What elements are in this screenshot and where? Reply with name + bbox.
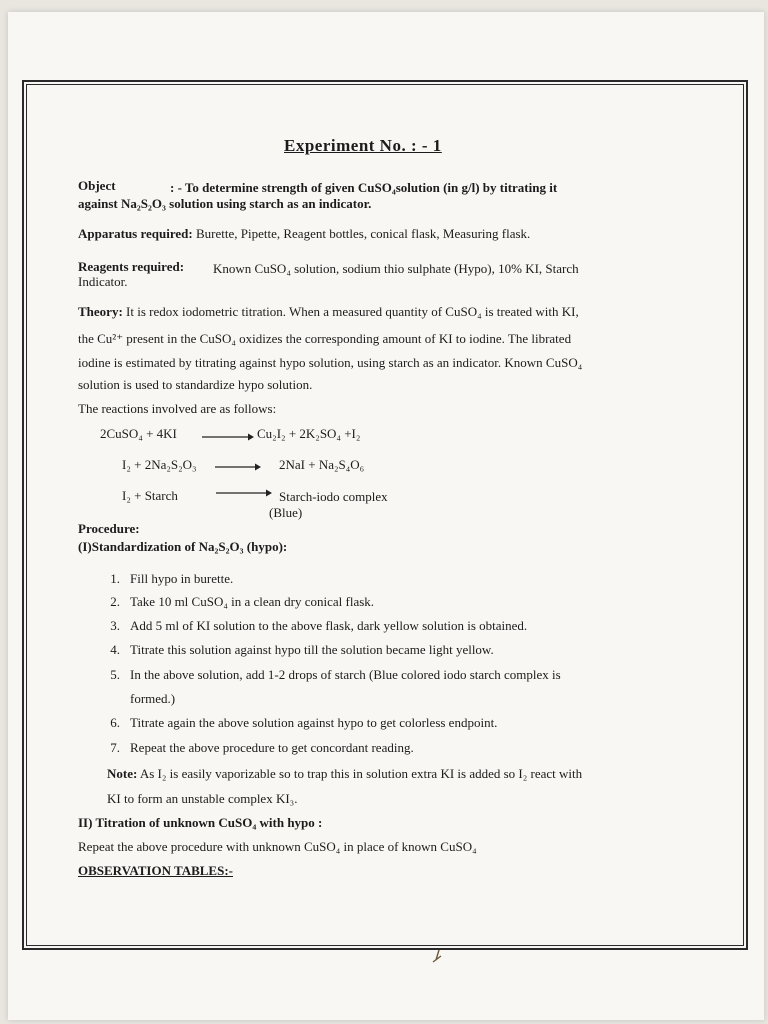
reaction-1-rhs: Cu₂I₂ + 2K₂SO₄ +I₂ xyxy=(257,426,361,441)
procedure-label: Procedure: xyxy=(78,521,140,536)
apparatus-section xyxy=(78,226,530,241)
step-text: Titrate this solution against hypo till the solution became light yellow. xyxy=(130,642,494,657)
step-number: 4. xyxy=(110,642,120,657)
step-text: Repeat the above procedure to get concordant reading. xyxy=(130,740,414,755)
experiment-title: Experiment No. : - 1 xyxy=(284,136,442,155)
reaction-3-note: (Blue) xyxy=(269,505,303,520)
reaction-2-lhs: I₂ + 2Na₂S₂O₃ xyxy=(122,457,197,472)
theory-line-3: iodine is estimated by titrating against hypo solution, using starch as an indicator. Known CuSO₄ xyxy=(78,355,583,370)
observation-tables-title: OBSERVATION TABLES:- xyxy=(78,863,233,878)
pen-mark xyxy=(430,948,444,970)
reaction-1-arrow xyxy=(202,430,254,442)
theory-line-5: The reactions involved are as follows: xyxy=(78,401,277,416)
procedure-part-2-title: II) Titration of unknown CuSO₄ with hypo : xyxy=(78,815,323,830)
step-text-continued: formed.) xyxy=(130,691,176,706)
reaction-1-lhs: 2CuSO₄ + 4KI xyxy=(100,426,177,441)
step-number: 7. xyxy=(110,740,120,755)
reaction-3-arrow xyxy=(216,487,272,499)
reagents-line-1: Known CuSO₄ solution, sodium thio sulphate (Hypo), 10% KI, Starch xyxy=(213,261,579,276)
theory-line-2: the Cu²⁺ present in the CuSO₄ oxidizes the corresponding amount of KI to iodine. The librated xyxy=(78,331,572,346)
reagents-line-2: Indicator. xyxy=(78,274,128,289)
reaction-2-arrow xyxy=(215,460,261,472)
note-line-1: Note: As I₂ is easily vaporizable so to trap this in solution extra KI is added so I₂ react with xyxy=(107,766,583,781)
step-text: Fill hypo in burette. xyxy=(130,571,234,586)
procedure-part-1-title: (I)Standardization of Na₂S₂O₃ (hypo): xyxy=(78,539,288,554)
theory-line-1: Theory: It is redox iodometric titration. When a measured quantity of CuSO₄ is treated with KI, xyxy=(78,304,579,319)
step-number: 6. xyxy=(110,715,120,730)
step-text: Add 5 ml of KI solution to the above flask, dark yellow solution is obtained. xyxy=(130,618,528,633)
reaction-3-lhs: I₂ + Starch xyxy=(122,488,178,503)
step-text: Take 10 ml CuSO₄ in a clean dry conical flask. xyxy=(130,594,375,609)
note-label: Note: xyxy=(107,766,138,781)
step-number: 3. xyxy=(110,618,120,633)
apparatus-text: Burette, Pipette, Reagent bottles, conical flask, Measuring flask. xyxy=(192,226,531,241)
apparatus-label: Apparatus required: xyxy=(78,226,193,241)
object-line-1: : - To determine strength of given CuSO₄solution (in g/l) by titrating it xyxy=(170,180,558,195)
step-number: 2. xyxy=(110,594,120,609)
step-text: In the above solution, add 1-2 drops of starch (Blue colored iodo starch complex is xyxy=(130,667,561,682)
object-label: Object xyxy=(78,178,116,193)
reaction-3-rhs: Starch-iodo complex xyxy=(279,489,388,504)
theory-line-4: solution is used to standardize hypo solution. xyxy=(78,377,313,392)
step-text: Titrate again the above solution against hypo to get colorless endpoint. xyxy=(130,715,498,730)
step-number: 1. xyxy=(110,571,120,586)
procedure-part-2-text: Repeat the above procedure with unknown CuSO₄ in place of known CuSO₄ xyxy=(78,839,477,854)
reagents-label: Reagents required: xyxy=(78,259,185,274)
theory-label: Theory: xyxy=(78,304,123,319)
reaction-2-rhs: 2NaI + Na₂S₄O₆ xyxy=(279,457,365,472)
note-line-2: KI to form an unstable complex KI₃. xyxy=(107,791,298,806)
object-line-2: against Na₂S₂O₃ solution using starch as an indicator. xyxy=(78,196,372,211)
step-number: 5. xyxy=(110,667,120,682)
